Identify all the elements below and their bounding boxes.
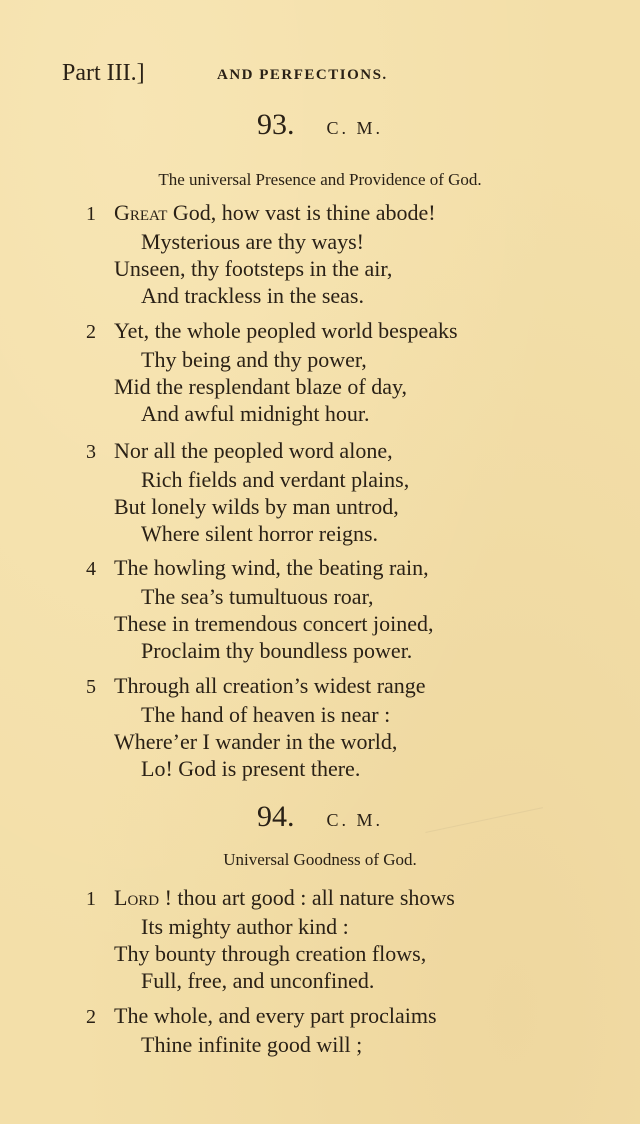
stanza-line: Full, free, and unconfined. (141, 968, 375, 993)
part-label: Part III.] (62, 60, 145, 86)
hymn-93-stanza-5 (86, 672, 426, 782)
stanza-first-word: Great (114, 200, 168, 225)
stanza-line: The howling wind, the beating rain, (114, 555, 429, 580)
stanza-line: Mid the resplendant blaze of day, (114, 374, 408, 399)
stanza-line: Nor all the peopled word alone, (114, 438, 393, 463)
hymn-number: 93. (256, 108, 295, 141)
running-head (62, 60, 582, 90)
stanza-line: The sea’s tumultuous roar, (141, 584, 374, 609)
stanza-number: 5 (86, 676, 96, 698)
stanza-line: Thy being and thy power, (141, 347, 367, 372)
hymn-93-stanza-3 (86, 437, 409, 547)
hymn-meter: C. M. (326, 118, 383, 138)
stanza-line: Its mighty author kind : (141, 914, 349, 939)
stanza-number: 3 (86, 441, 96, 463)
stanza-line: Where silent horror reigns. (141, 521, 379, 546)
hymn-94-stanza-1 (86, 884, 455, 994)
stanza-line: ! thou art good : all nature shows (159, 885, 455, 910)
stanza-number: 4 (86, 558, 96, 580)
stanza-line: Yet, the whole peopled world bespeaks (114, 318, 458, 343)
stanza-line: Rich fields and verdant plains, (141, 467, 410, 492)
stanza-line: Mysterious are thy ways! (141, 229, 365, 254)
stanza-line: Thine infinite good will ; (141, 1032, 363, 1057)
hymn-93-stanza-2 (86, 317, 458, 427)
hymn-93-stanza-1 (86, 199, 436, 309)
stanza-number: 2 (86, 1006, 96, 1028)
hymn-93-heading (0, 108, 640, 142)
stanza-number: 2 (86, 321, 96, 343)
stanza-line: The hand of heaven is near : (141, 702, 391, 727)
hymn-meter: C. M. (326, 810, 383, 830)
stanza-first-word: Lord (114, 885, 160, 910)
stanza-line: But lonely wilds by man untrod, (114, 494, 399, 519)
stanza-number: 1 (86, 888, 96, 910)
section-title: AND PERFECTIONS. (217, 67, 388, 83)
stanza-line: These in tremendous concert joined, (114, 611, 434, 636)
stanza-line: Unseen, thy footsteps in the air, (114, 256, 393, 281)
stanza-line: Proclaim thy boundless power. (141, 638, 413, 663)
stanza-line: The whole, and every part proclaims (114, 1003, 437, 1028)
hymn-94-stanza-2 (86, 1002, 437, 1058)
hymn-93-title: The universal Presence and Providence of God. (158, 170, 482, 189)
stanza-line: Where’er I wander in the world, (114, 729, 398, 754)
stanza-line: And trackless in the seas. (141, 283, 364, 308)
hymn-93-stanza-4 (86, 554, 434, 664)
hymn-94-heading (0, 800, 640, 834)
hymn-number: 94. (256, 800, 295, 833)
stanza-number: 1 (86, 203, 96, 225)
stanza-line: And awful midnight hour. (141, 401, 370, 426)
stanza-line: God, how vast is thine abode! (167, 200, 436, 225)
stanza-line: Lo! God is present there. (141, 756, 361, 781)
hymn-94-title: Universal Goodness of God. (223, 850, 417, 869)
stanza-line: Thy bounty through creation flows, (114, 941, 427, 966)
stanza-line: Through all creation’s widest range (114, 673, 426, 698)
